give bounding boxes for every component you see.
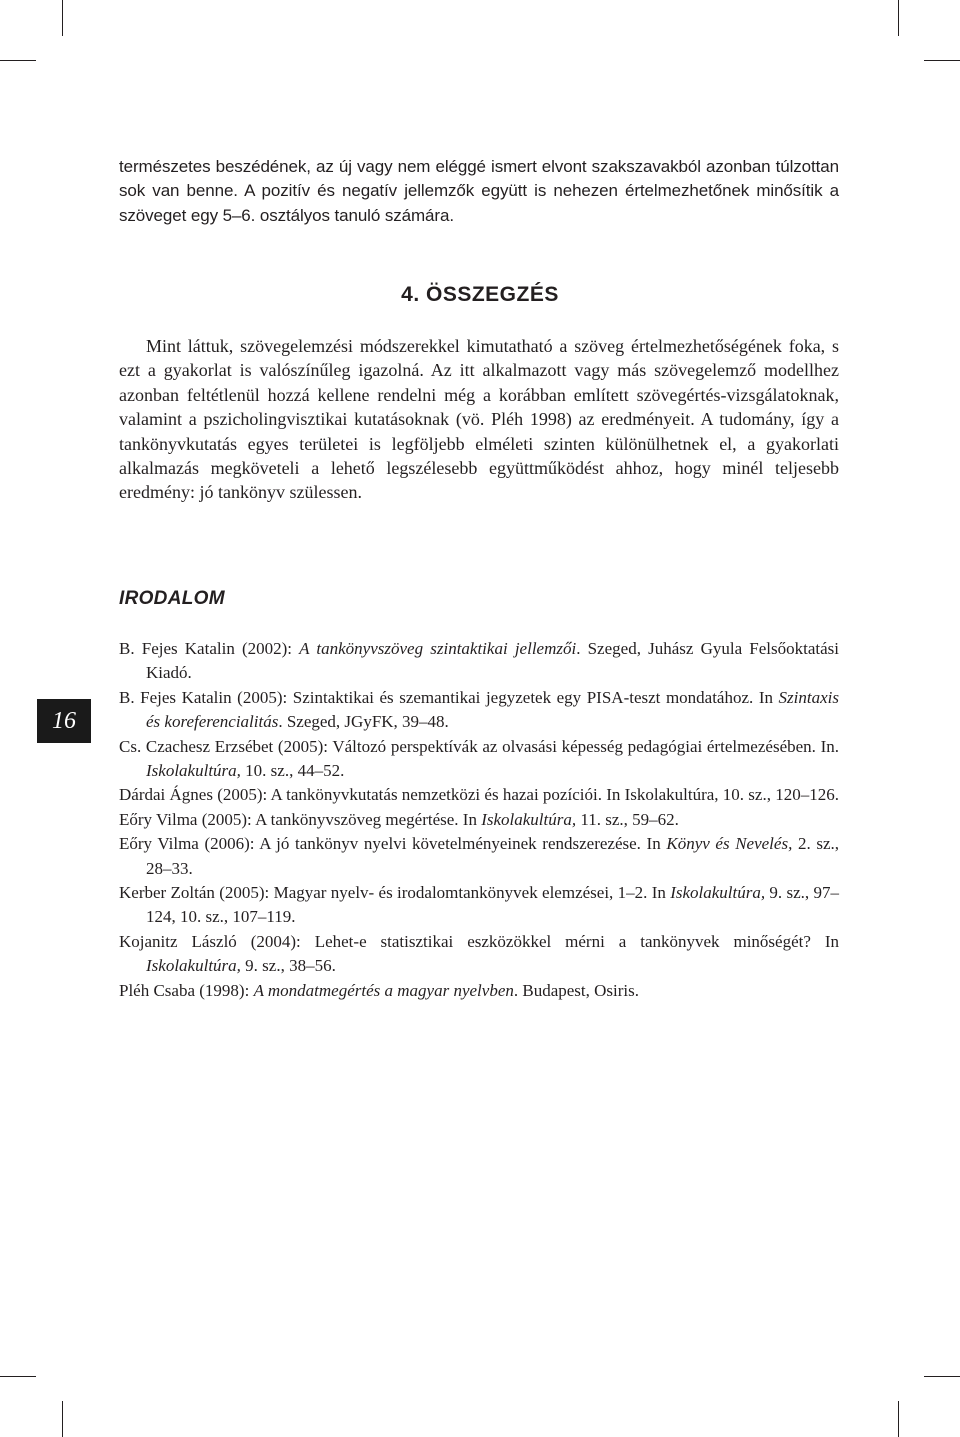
reference-text: 11. sz., 59–62.	[576, 809, 679, 829]
reference-text: Eőry Vilma (2005): A tankönyvszöveg megértése. In	[119, 809, 482, 829]
page-number: 16	[52, 707, 76, 734]
crop-mark-bottom-left	[62, 1401, 63, 1437]
section-heading: 4. ÖSSZEGZÉS	[401, 283, 559, 306]
reference-item	[119, 881, 839, 930]
reference-text: B. Fejes Katalin (2002):	[119, 639, 300, 658]
reference-text: Kojanitz László (2004): Lehet-e statisztikai eszközökkel mérni a tankönyvek minőségét? In	[119, 931, 839, 951]
reference-title: A tankönyvszöveg szintaktikai jellemzői	[299, 639, 577, 658]
reference-text: 9. sz., 97–124, 10. sz., 107–119.	[146, 883, 839, 927]
crop-mark-bottom-right	[898, 1401, 899, 1437]
reference-title: Könyv és Nevelés,	[666, 834, 793, 854]
reference-text: 9. sz., 38–56.	[240, 956, 336, 976]
reference-item	[119, 783, 839, 807]
reference-text: Dárdai Ágnes (2005): A tankönyvkutatás nemzetközi és hazai pozíciói. In Iskolakultúra, 10. sz., 120–126.	[119, 785, 839, 805]
crop-mark-top-left	[62, 0, 63, 36]
reference-item	[119, 637, 839, 686]
crop-mark-top-left-h	[0, 60, 36, 61]
summary-block	[119, 334, 839, 505]
reference-text: . Budapest, Osiris.	[513, 980, 640, 1000]
reference-text: 10. sz., 44–52.	[240, 761, 345, 781]
reference-text: Cs. Czachesz Erzsébet (2005): Változó perspektívák az olvasási képesség pedagógiai értelmezésében. In.	[119, 736, 839, 756]
reference-title: Iskolakultúra,	[481, 809, 577, 829]
crop-mark-top-right-h	[924, 60, 960, 61]
references-heading: IRODALOM	[119, 588, 225, 609]
summary-paragraph: Mint láttuk, szövegelemzési módszerekkel kimutatható a szöveg értelmezhetőségének foka, s ezt a gyakorlat is valószínűleg igazolná. Az itt alkalmazott vagy más szövegelemző modellhez azonban feltétlenül hozzá kellene rendelni még a korábban említett szövegértés-vizsgálatoknak, valamint a pszicholingvisztikai kutatásoknak (vö. Pléh 1998) az eredményeit. A tudomány, így a tankönyvkutatás egyes területei is legföljebb elméleti szinten különülhetnek el, a gyakorlati alkalmazás megköveteli a lehető legszélesebb együttműködést ahhoz, hogy minél teljesebb eredmény: jó tankönyv szülessen.	[119, 336, 839, 503]
reference-title: Iskolakultúra,	[670, 883, 766, 903]
crop-mark-bottom-left-h	[0, 1376, 36, 1377]
intro-paragraph: természetes beszédének, az új vagy nem eléggé ismert elvont szakszavakból azonban túlzottan sok van benne. A pozitív és negatív jellemzők együtt is nehezen értelmezhetőnek minősítik a szöveget egy 5–6. osztályos tanuló számára.	[119, 157, 839, 225]
reference-title: A mondatmegértés a magyar nyelvben	[253, 980, 514, 1000]
reference-item	[119, 832, 839, 881]
reference-item	[119, 686, 839, 735]
reference-item	[119, 930, 839, 979]
reference-title: Iskolakultúra,	[146, 956, 241, 976]
reference-item	[119, 979, 839, 1003]
page-number-badge	[37, 699, 91, 743]
intro-block	[119, 155, 839, 228]
reference-item	[119, 735, 839, 784]
crop-mark-bottom-right-h	[924, 1376, 960, 1377]
reference-item	[119, 808, 839, 832]
references-list	[119, 637, 839, 1003]
reference-title: Szintaxis és koreferencialitás	[146, 687, 839, 732]
reference-title: Iskolakultúra,	[146, 761, 241, 781]
reference-text: Eőry Vilma (2006): A jó tankönyv nyelvi követelményeinek rendszerezése. In	[119, 834, 667, 854]
reference-text: Pléh Csaba (1998):	[119, 980, 254, 1000]
reference-text: B. Fejes Katalin (2005): Szintaktikai és szemantikai jegyzetek egy PISA-teszt mondatához. In	[119, 687, 779, 707]
reference-text: . Szeged, Juhász Gyula Felsőoktatási Kiadó.	[146, 639, 839, 683]
crop-mark-top-right	[898, 0, 899, 36]
reference-text: 2. sz., 28–33.	[146, 834, 840, 878]
reference-text: Kerber Zoltán (2005): Magyar nyelv- és irodalomtankönyvek elemzései, 1–2. In	[119, 883, 671, 903]
reference-text: . Szeged, JGyFK, 39–48.	[278, 712, 449, 732]
